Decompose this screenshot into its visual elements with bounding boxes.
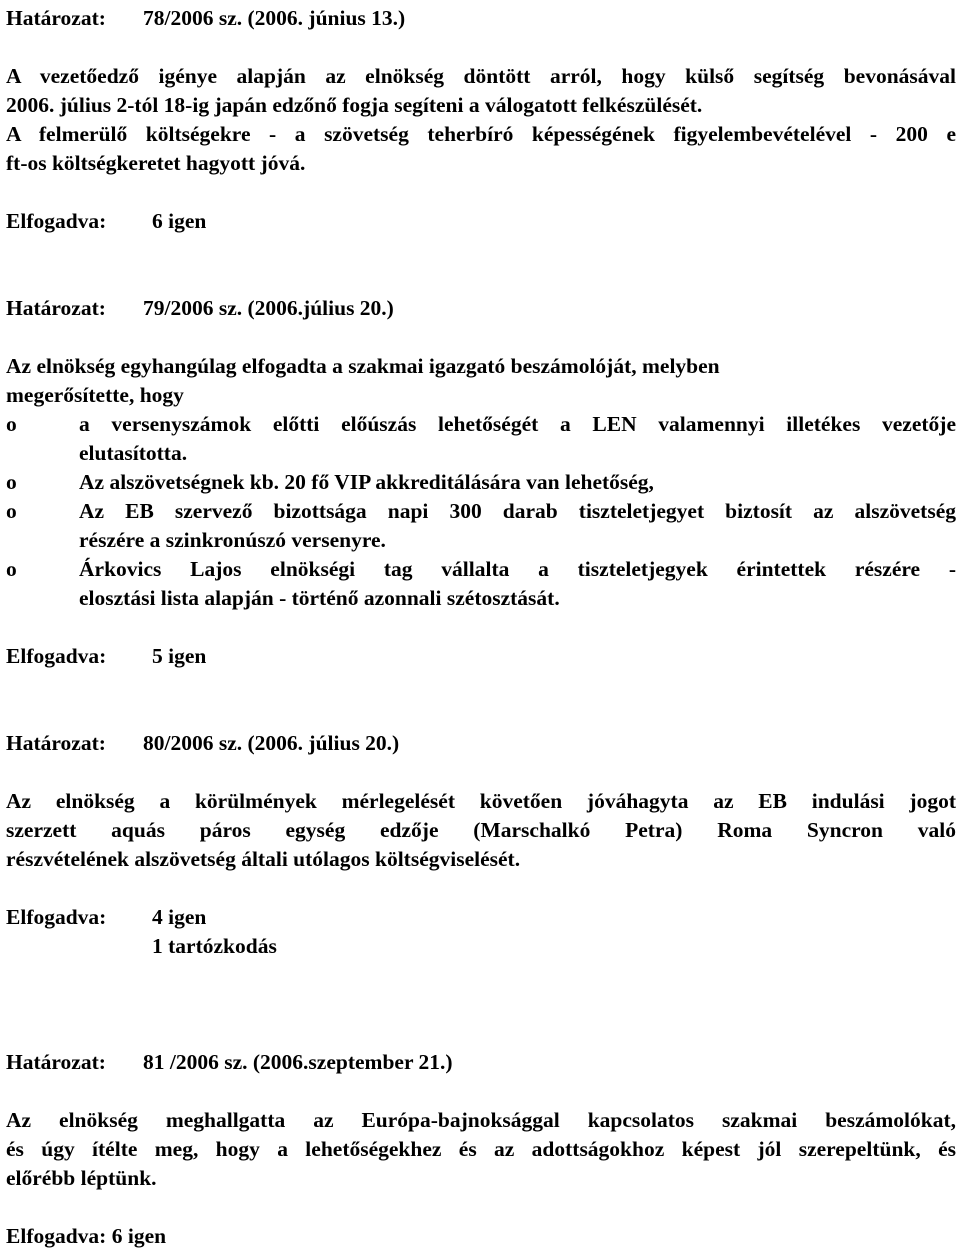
vote-result-79 [6,642,956,671]
list-item-text: Az EB szervező bizottsága napi 300 darab tiszteletjegyet biztosít az alszövetség [79,499,956,523]
resolution-number: 80/2006 sz. (2006. július 20.) [143,731,400,755]
vote-label: Elfogadva: [6,905,107,929]
vote-value: 4 igen [152,905,207,929]
document [6,4,956,1251]
resolution-label: Határozat: [6,296,106,320]
bullet-marker: o [6,499,17,523]
vote-value: 6 igen [152,209,207,233]
body-line: Az elnökség a körülmények mérlegelését követően jóváhagyta az EB indulási jogot [6,789,956,813]
bullet-marker: o [6,557,17,581]
resolution-body-78 [6,62,956,178]
list-item-text: Az alszövetségnek kb. 20 fő VIP akkreditálására van lehetőség, [79,470,654,494]
list-item [6,497,956,555]
resolution-number: 81 /2006 sz. (2006.szeptember 21.) [143,1050,453,1074]
body-line: 2006. július 2-tól 18-ig japán edzőnő fogja segíteni a válogatott felkészülését. [6,93,703,117]
resolution-label: Határozat: [6,731,106,755]
body-line: szerzett aquás páros egység edzője (Marschalkó Petra) Roma Syncron való [6,818,956,842]
vote-label: Elfogadva: [6,644,107,668]
resolution-number: 79/2006 sz. (2006.július 20.) [143,296,394,320]
vote-value: 1 tartózkodás [152,934,277,958]
resolution-label: Határozat: [6,1050,106,1074]
list-item-text: Árkovics Lajos elnökségi tag vállalta a tiszteletjegyek érintettek részére - [79,557,956,581]
list-item-text: a versenyszámok előtti előúszás lehetőségét a LEN valamennyi illetékes vezetője [79,412,956,436]
vote-result-80 [6,903,956,961]
resolution-header-81 [6,1048,956,1077]
resolution-body-80 [6,787,956,874]
body-line: Az elnökség egyhangúlag elfogadta a szakmai igazgató beszámolóját, melyben [6,354,720,378]
list-item [6,555,956,613]
list-item [6,410,956,468]
resolution-header-78 [6,4,956,33]
body-line: megerősítette, hogy [6,383,184,407]
vote-label: Elfogadva: [6,209,107,233]
list-item-text: elutasította. [79,441,188,465]
resolution-label: Határozat: [6,6,106,30]
body-line: és úgy ítélte meg, hogy a lehetőségekhez és az adottságokhoz képest jól szerepeltünk, és [6,1137,956,1161]
body-line: A vezetőedző igénye alapján az elnökség döntött arról, hogy külső segítség bevonásával [6,64,956,88]
resolution-header-80 [6,729,956,758]
bullet-list [6,410,956,613]
resolution-intro-79 [6,352,956,410]
body-line: ft-os költségkeretet hagyott jóvá. [6,151,306,175]
body-line: Az elnökség meghallgatta az Európa-bajnoksággal kapcsolatos szakmai beszámolókat, [6,1108,956,1132]
vote-result-81: Elfogadva: 6 igen [6,1224,167,1248]
list-item [6,468,956,497]
bullet-marker: o [6,470,17,494]
vote-value: 5 igen [152,644,207,668]
body-line: előrébb léptünk. [6,1166,157,1190]
bullet-marker: o [6,412,17,436]
resolution-number: 78/2006 sz. (2006. június 13.) [143,6,406,30]
list-item-text: részére a szinkronúszó versenyre. [79,528,386,552]
resolution-header-79 [6,294,956,323]
vote-result-78 [6,207,956,236]
list-item-text: elosztási lista alapján - történő azonnali szétosztását. [79,586,560,610]
body-line: részvételének alszövetség általi utólagos költségviselését. [6,847,521,871]
body-line: A felmerülő költségekre - a szövetség teherbíró képességének figyelembevételével - 200 e [6,122,956,146]
resolution-body-81 [6,1106,956,1193]
vote-values [152,903,277,961]
